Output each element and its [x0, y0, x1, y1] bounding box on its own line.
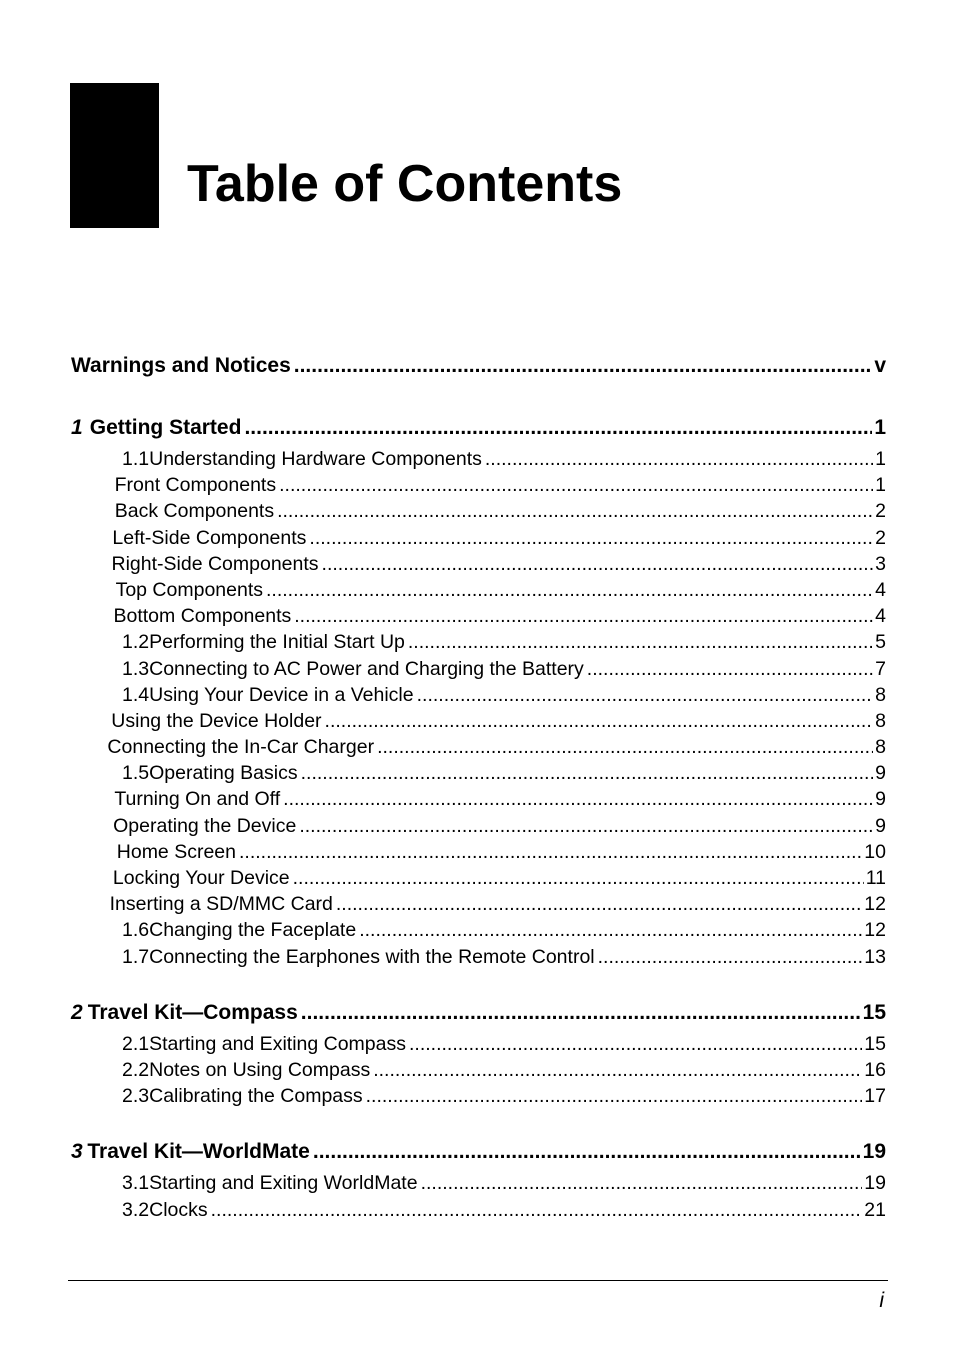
page-title: Table of Contents	[187, 155, 623, 213]
toc-entry-page: 8	[875, 736, 886, 759]
dot-leader	[598, 944, 863, 970]
dot-leader	[294, 603, 873, 629]
dot-leader	[293, 865, 864, 891]
toc-section-number: 3.1	[122, 1172, 150, 1195]
dot-leader	[417, 682, 874, 708]
toc-entry-page: 1	[875, 474, 886, 497]
toc-entry-page: 9	[875, 788, 886, 811]
toc-chapter-page: 15	[862, 1000, 886, 1024]
toc-entry-label: Front Components	[114, 474, 277, 497]
dot-leader	[211, 1197, 863, 1223]
toc-section-number: 1.3	[122, 657, 150, 680]
toc-entry-label: Right-Side Components	[111, 552, 319, 575]
toc-entry-page: 11	[865, 867, 886, 889]
toc-entry-label: Left-Side Components	[112, 526, 307, 549]
toc-entry-page: v	[874, 354, 886, 377]
toc-entry-page: 12	[864, 919, 886, 942]
toc-entry-page: 12	[864, 893, 886, 916]
toc-section-entry[interactable]	[71, 1031, 886, 1057]
toc-entry-label: Starting and Exiting WorldMate	[149, 1172, 418, 1195]
dot-leader	[277, 498, 873, 524]
toc-entry-label: Using the Device Holder	[111, 709, 322, 732]
toc-entry-page: 8	[875, 709, 886, 732]
dot-leader	[366, 1083, 863, 1109]
toc-subsection-entry[interactable]	[71, 551, 886, 577]
toc-entry-label: Notes on Using Compass	[149, 1058, 371, 1081]
toc-entry-page: 4	[875, 578, 886, 601]
toc-subsection-entry[interactable]	[71, 839, 886, 865]
toc-entry-page: 16	[864, 1058, 886, 1081]
dot-leader	[244, 410, 872, 446]
toc-section-entry[interactable]	[71, 760, 886, 786]
toc-entry-page: 17	[864, 1085, 886, 1108]
toc-section-number: 1.6	[122, 919, 150, 942]
dot-leader	[409, 1031, 862, 1057]
toc-section-number: 1.1	[122, 448, 150, 470]
toc-chapter-number: 1	[71, 416, 83, 439]
toc-entry-label: Using Your Device in a Vehicle	[149, 683, 414, 706]
toc-entry-label: Starting and Exiting Compass	[149, 1032, 406, 1055]
toc-entry-label: Bottom Components	[113, 605, 292, 628]
footer-rule	[68, 1280, 888, 1281]
toc-entry-label: Connecting the Earphones with the Remote Control	[149, 945, 595, 968]
toc-entry-page: 19	[864, 1172, 886, 1195]
toc-subsection-entry[interactable]	[71, 525, 886, 551]
chapter-gap	[71, 970, 886, 995]
dot-leader	[283, 786, 873, 812]
dot-leader	[279, 472, 873, 498]
toc-entry-label: Turning On and Off	[114, 788, 281, 811]
toc-entry-page: 9	[875, 814, 886, 837]
toc-entry-page: 13	[864, 945, 886, 968]
toc-entry-label: Calibrating the Compass	[149, 1085, 363, 1108]
chapter-gap	[71, 1109, 886, 1134]
toc-section-number: 2.1	[122, 1032, 150, 1055]
table-of-contents	[71, 348, 886, 1223]
dot-leader	[377, 734, 873, 760]
dot-leader	[373, 1057, 862, 1083]
dot-leader	[359, 917, 862, 943]
toc-section-entry[interactable]	[71, 446, 886, 472]
chapter-marker-block	[70, 83, 159, 228]
toc-entry-label: Home Screen	[116, 840, 236, 863]
toc-section-number: 1.4	[122, 683, 150, 706]
toc-subsection-entry[interactable]	[71, 891, 886, 917]
dot-leader	[294, 348, 873, 384]
toc-section-number: 1.7	[122, 945, 150, 968]
toc-entry-page: 1	[875, 448, 886, 470]
toc-chapters	[71, 410, 886, 1223]
toc-chapter-page: 19	[862, 1140, 886, 1164]
dot-leader	[313, 1134, 861, 1170]
dot-leader	[587, 656, 873, 682]
toc-entry-label: Warnings and Notices	[71, 354, 291, 377]
toc-entry-page: 2	[875, 500, 886, 523]
dot-leader	[266, 577, 873, 603]
toc-entry-page: 3	[875, 552, 886, 575]
toc-entry-label: Top Components	[115, 578, 263, 601]
toc-subsection-entry[interactable]	[71, 603, 886, 629]
toc-section-entry[interactable]	[71, 1057, 886, 1083]
toc-entry-page: 10	[864, 840, 886, 863]
toc-subsection-entry[interactable]	[71, 498, 886, 524]
toc-subsection-entry[interactable]	[71, 472, 886, 498]
toc-entry-label: Changing the Faceplate	[149, 919, 357, 942]
dot-leader	[408, 629, 873, 655]
toc-section-entry[interactable]	[71, 1197, 886, 1223]
toc-section-entry[interactable]	[71, 917, 886, 943]
toc-chapter-2[interactable]	[71, 995, 886, 1031]
toc-entry-page: 5	[875, 631, 886, 654]
toc-entry-label: Clocks	[149, 1198, 208, 1221]
toc-section-entry[interactable]	[71, 944, 886, 970]
toc-section-entry[interactable]	[71, 682, 886, 708]
toc-entry-page: 15	[864, 1032, 886, 1055]
toc-subsection-entry[interactable]	[71, 708, 886, 734]
dot-leader	[301, 760, 874, 786]
dot-leader	[309, 525, 873, 551]
toc-entry-page: 9	[875, 762, 886, 785]
toc-entry-page: 2	[875, 526, 886, 549]
toc-section-entry[interactable]	[71, 656, 886, 682]
toc-section-entry[interactable]	[71, 1083, 886, 1109]
dot-leader	[485, 446, 873, 472]
toc-entry-label: Operating Basics	[149, 762, 298, 785]
toc-entry-page: 4	[875, 605, 886, 628]
toc-section-entry[interactable]	[71, 1170, 886, 1196]
toc-subsection-entry[interactable]	[71, 734, 886, 760]
toc-section-number: 3.2	[122, 1198, 150, 1221]
footer-page-number: i	[879, 1289, 884, 1312]
toc-entry-label: Understanding Hardware Components	[149, 448, 482, 470]
toc-chapter-number: 2	[71, 1000, 83, 1024]
dot-leader	[299, 813, 873, 839]
toc-section-entry[interactable]	[71, 629, 886, 655]
toc-chapter-label: Travel Kit—WorldMate	[87, 1140, 310, 1164]
toc-chapter-label: Getting Started	[89, 416, 242, 439]
toc-entry-label: Inserting a SD/MMC Card	[109, 893, 333, 916]
toc-subsection-entry[interactable]	[71, 786, 886, 812]
toc-subsection-entry[interactable]	[71, 813, 886, 839]
toc-entry-page: 7	[875, 657, 886, 680]
dot-leader	[301, 995, 861, 1031]
toc-subsection-entry[interactable]	[71, 865, 886, 891]
toc-chapter-number: 3	[71, 1140, 83, 1164]
dot-leader	[322, 551, 874, 577]
toc-section-number: 1.5	[122, 762, 150, 785]
toc-entry-label: Performing the Initial Start Up	[149, 631, 405, 654]
toc-section-number: 2.2	[122, 1058, 150, 1081]
toc-chapter-page: 1	[874, 416, 886, 439]
toc-entry-label: Connecting to AC Power and Charging the Battery	[149, 657, 584, 680]
dot-leader	[325, 708, 874, 734]
toc-front-entry[interactable]	[71, 348, 886, 384]
toc-section-number: 2.3	[122, 1085, 150, 1108]
toc-subsection-entry[interactable]	[71, 577, 886, 603]
toc-entry-page: 8	[875, 683, 886, 706]
toc-chapter-3[interactable]	[71, 1134, 886, 1170]
toc-entry-page: 21	[864, 1198, 886, 1221]
toc-entry-label: Locking Your Device	[112, 867, 290, 889]
toc-entry-label: Connecting the In-Car Charger	[107, 736, 375, 759]
dot-leader	[239, 839, 862, 865]
toc-entry-label: Operating the Device	[113, 814, 297, 837]
dot-leader	[336, 891, 862, 917]
dot-leader	[421, 1170, 863, 1196]
toc-chapter-label: Travel Kit—Compass	[87, 1000, 298, 1024]
toc-entry-label: Back Components	[114, 500, 275, 523]
toc-section-number: 1.2	[122, 631, 150, 654]
toc-chapter-1[interactable]	[71, 410, 886, 446]
